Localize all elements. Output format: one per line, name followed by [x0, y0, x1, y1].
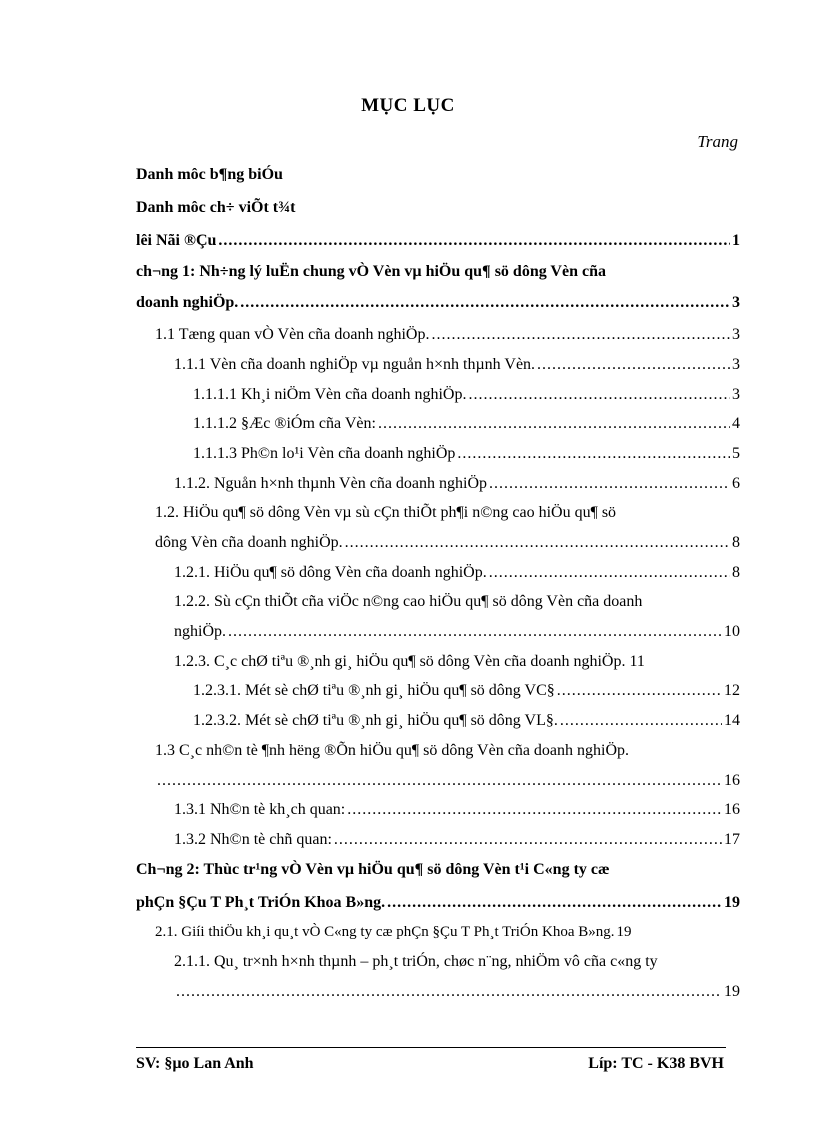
toc-entry[interactable]: 1.1.2. Nguån h×nh thµnh Vèn cña doanh nghiÖp ..... 6 [174, 474, 740, 494]
toc-entry[interactable]: dông Vèn cña doanh nghiÖp. ..... 8 [155, 533, 740, 553]
toc-entry[interactable]: 2.1.1. Qu¸ tr×nh h×nh thµnh – ph¸t triÓn, chøc n¨ng, nhiÖm vô cña c«ng ty [174, 953, 658, 970]
toc-entry[interactable]: 1.2. HiÖu qu¶ sö dông Vèn vµ sù cÇn thiÕt ph¶i n©ng cao hiÖu qu¶ sö [155, 504, 617, 521]
page-column-label: Trang [697, 132, 738, 151]
footer-divider [136, 1047, 726, 1048]
toc-entry[interactable]: Ch¬ng 2: Thùc tr¹ng vÒ Vèn vµ hiÖu qu¶ sö dông Vèn t¹i C«ng ty cæ [136, 861, 610, 878]
toc-entry[interactable]: Danh môc ch÷ viÕt t¾t [136, 199, 296, 216]
toc-entry[interactable]: phÇn §Çu T Ph¸t TriÓn Khoa B»ng. ..... 19 [136, 893, 740, 913]
toc-entry[interactable]: doanh nghiÖp. ..... 3 [136, 293, 740, 313]
toc-entry[interactable]: 1.2.3. C¸c chØ tiªu ®¸nh gi¸ hiÖu qu¶ sö dông Vèn cña doanh nghiÖp. 11 [174, 653, 645, 670]
toc-entry[interactable]: Danh môc b¶ng biÓu [136, 166, 283, 183]
toc-entry[interactable]: 1.3.1 Nh©n tè kh¸ch quan: ..... 16 [174, 800, 740, 820]
toc-entry[interactable]: 1.3 C¸c nh©n tè ¶nh hëng ®Õn hiÖu qu¶ sö dông Vèn cña doanh nghiÖp. [155, 742, 630, 759]
footer-student: SV: §µo Lan Anh [136, 1055, 254, 1072]
toc-entry[interactable]: 1.1.1.1 Kh¸i niÖm Vèn cña doanh nghiÖp. ..... 3 [193, 385, 740, 405]
toc-entry[interactable]: 1.1.1.2 §Æc ®iÓm cña Vèn: ..... 4 [193, 414, 740, 434]
toc-entry[interactable]: 1.2.3.1. Mét sè chØ tiªu ®¸nh gi¸ hiÖu qu¶ sö dông VC§ ..... 12 [193, 681, 740, 701]
toc-entry[interactable]: 1.1 Tæng quan vÒ Vèn cña doanh nghiÖp. ..... 3 [155, 325, 740, 345]
toc-entry[interactable]: 1.2.3.2. Mét sè chØ tiªu ®¸nh gi¸ hiÖu qu¶ sö dông VL§. ..... 14 [193, 711, 740, 731]
toc-entry[interactable]: 1.2.1. HiÖu qu¶ sö dông Vèn cña doanh nghiÖp. ..... 8 [174, 563, 740, 583]
toc-entry[interactable]: ..... 19 [174, 982, 740, 1002]
footer-class: Líp: TC - K38 BVH [588, 1055, 724, 1072]
toc-entry[interactable]: 2.1. Giíi thiÖu kh¸i qu¸t vÒ C«ng ty cæ phÇn §Çu T Ph¸t TriÓn Khoa B»ng. 19 [155, 924, 632, 940]
toc-entry[interactable]: 1.2.2. Sù cÇn thiÕt cña viÖc n©ng cao hiÖu qu¶ sö dông Vèn cña doanh [174, 593, 643, 610]
toc-entry[interactable]: ..... 16 [155, 771, 740, 791]
toc-entry[interactable]: 1.1.1.3 Ph©n lo¹i Vèn cña doanh nghiÖp ..... 5 [193, 444, 740, 464]
toc-entry[interactable]: nghiÖp. ..... 10 [174, 622, 740, 642]
toc-entry[interactable]: ch¬ng 1: Nh÷ng lý luËn chung vÒ Vèn vµ hiÖu qu¶ sö dông Vèn cña [136, 263, 606, 280]
toc-entry[interactable]: lêi Nãi ®Çu ..... 1 [136, 231, 740, 251]
page-title: MỤC LỤC [361, 95, 455, 116]
toc-entry[interactable]: 1.3.2 Nh©n tè chñ quan: ..... 17 [174, 830, 740, 850]
toc-entry[interactable]: 1.1.1 Vèn cña doanh nghiÖp vµ nguån h×nh thµnh Vèn. ..... 3 [174, 355, 740, 375]
